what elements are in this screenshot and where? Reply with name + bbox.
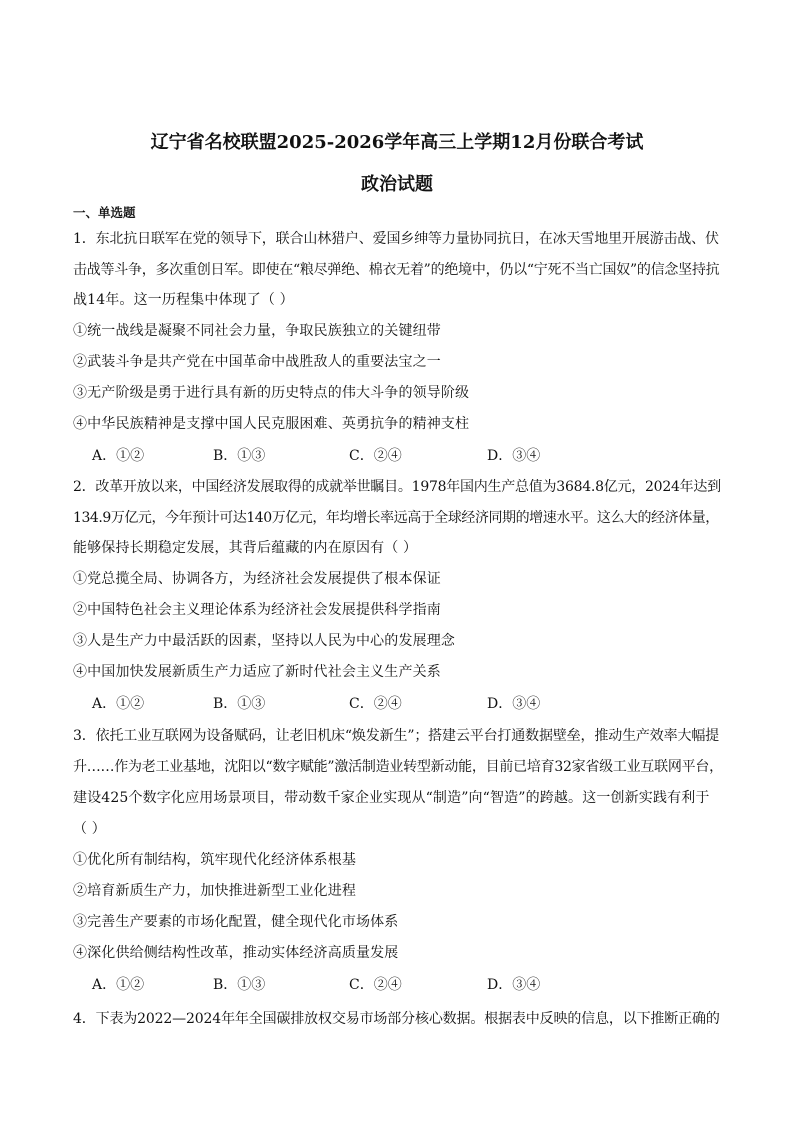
option-a: A．①② [92, 977, 145, 993]
option-b: B．①③ [213, 696, 266, 712]
option-a: A．①② [92, 696, 145, 712]
question-1-stem-line: 战14年。这一历程集中体现了（ ） [73, 292, 294, 308]
question-2-stem-line: 2．改革开放以来，中国经济发展取得的成就举世瞩目。1978年国内生产总值为3684.8亿元，2024年达到 [73, 479, 721, 495]
question-1-stem-line: 击战等斗争，多次重创日军。即使在“粮尽弹绝、棉衣无着”的绝境中，仍以“宁死不当亡国奴”的信念坚持抗 [73, 262, 720, 278]
question-3-stem-line: 3．依托工业互联网为设备赋码，让老旧机床“焕发新生”；搭建云平台打通数据壁垒，推动生产效率大幅提 [73, 728, 720, 744]
option-c: C．②④ [349, 977, 402, 993]
question-1-statement: ③无产阶级是勇于进行具有新的历史特点的伟大斗争的领导阶级 [73, 385, 470, 401]
question-2-statement: ②中国特色社会主义理论体系为经济社会发展提供科学指南 [73, 602, 441, 618]
option-c: C．②④ [349, 448, 402, 464]
option-d: D．③④ [487, 977, 541, 993]
option-a: A．①② [92, 448, 145, 464]
question-2-stem-line: 能够保持长期稳定发展，其背后蕴藏的内在原因有（ ） [73, 540, 418, 556]
question-1-stem-line: 1．东北抗日联军在党的领导下，联合山林猎户、爱国乡绅等力量协同抗日，在冰天雪地里开展游击战、伏 [73, 231, 719, 247]
question-2-statement: ③人是生产力中最活跃的因素，坚持以人民为中心的发展理念 [73, 633, 456, 649]
section-heading: 一、单选题 [73, 205, 136, 220]
question-1-statement: ②武装斗争是共产党在中国革命中战胜敌人的重要法宝之一 [73, 354, 441, 370]
question-1-statement: ④中华民族精神是支撑中国人民克服困难、英勇抗争的精神支柱 [73, 416, 470, 432]
question-3-statement: ④深化供给侧结构性改革，推动实体经济高质量发展 [73, 945, 399, 961]
question-2-statement: ④中国加快发展新质生产力适应了新时代社会主义生产关系 [73, 664, 441, 680]
option-c: C．②④ [349, 696, 402, 712]
question-3-stem-line: （ ） [73, 821, 106, 837]
exam-title: 辽宁省名校联盟2025-2026学年高三上学期12月份联合考试 [150, 132, 644, 153]
option-b: B．①③ [213, 448, 266, 464]
exam-subtitle: 政治试题 [361, 174, 433, 195]
question-3-statement: ③完善生产要素的市场化配置，健全现代化市场体系 [73, 914, 399, 930]
question-1-statement: ①统一战线是凝聚不同社会力量，争取民族独立的关键纽带 [73, 323, 441, 339]
option-d: D．③④ [487, 448, 541, 464]
question-3-statement: ②培育新质生产力，加快推进新型工业化进程 [73, 883, 356, 899]
option-b: B．①③ [213, 977, 266, 993]
option-d: D．③④ [487, 696, 541, 712]
question-3-stem-line: 建设425个数字化应用场景项目，带动数千家企业实现从“制造”向“智造”的跨越。这一创新实践有利于 [73, 790, 710, 806]
question-3-stem-line: 升……作为老工业基地，沈阳以“数字赋能”激活制造业转型新动能，目前已培育32家省级工业互联网平台， [73, 759, 723, 775]
question-4-stem-line: 4．下表为2022—2024年年全国碳排放权交易市场部分核心数据。根据表中反映的信息，以下推断正确的 [73, 1011, 720, 1027]
question-2-statement: ①党总揽全局、协调各方，为经济社会发展提供了根本保证 [73, 571, 441, 587]
question-3-statement: ①优化所有制结构，筑牢现代化经济体系根基 [73, 852, 356, 868]
question-2-stem-line: 134.9万亿元，今年预计可达140万亿元，年均增长率远高于全球经济同期的增速水平。这么大的经济体量， [73, 510, 719, 526]
